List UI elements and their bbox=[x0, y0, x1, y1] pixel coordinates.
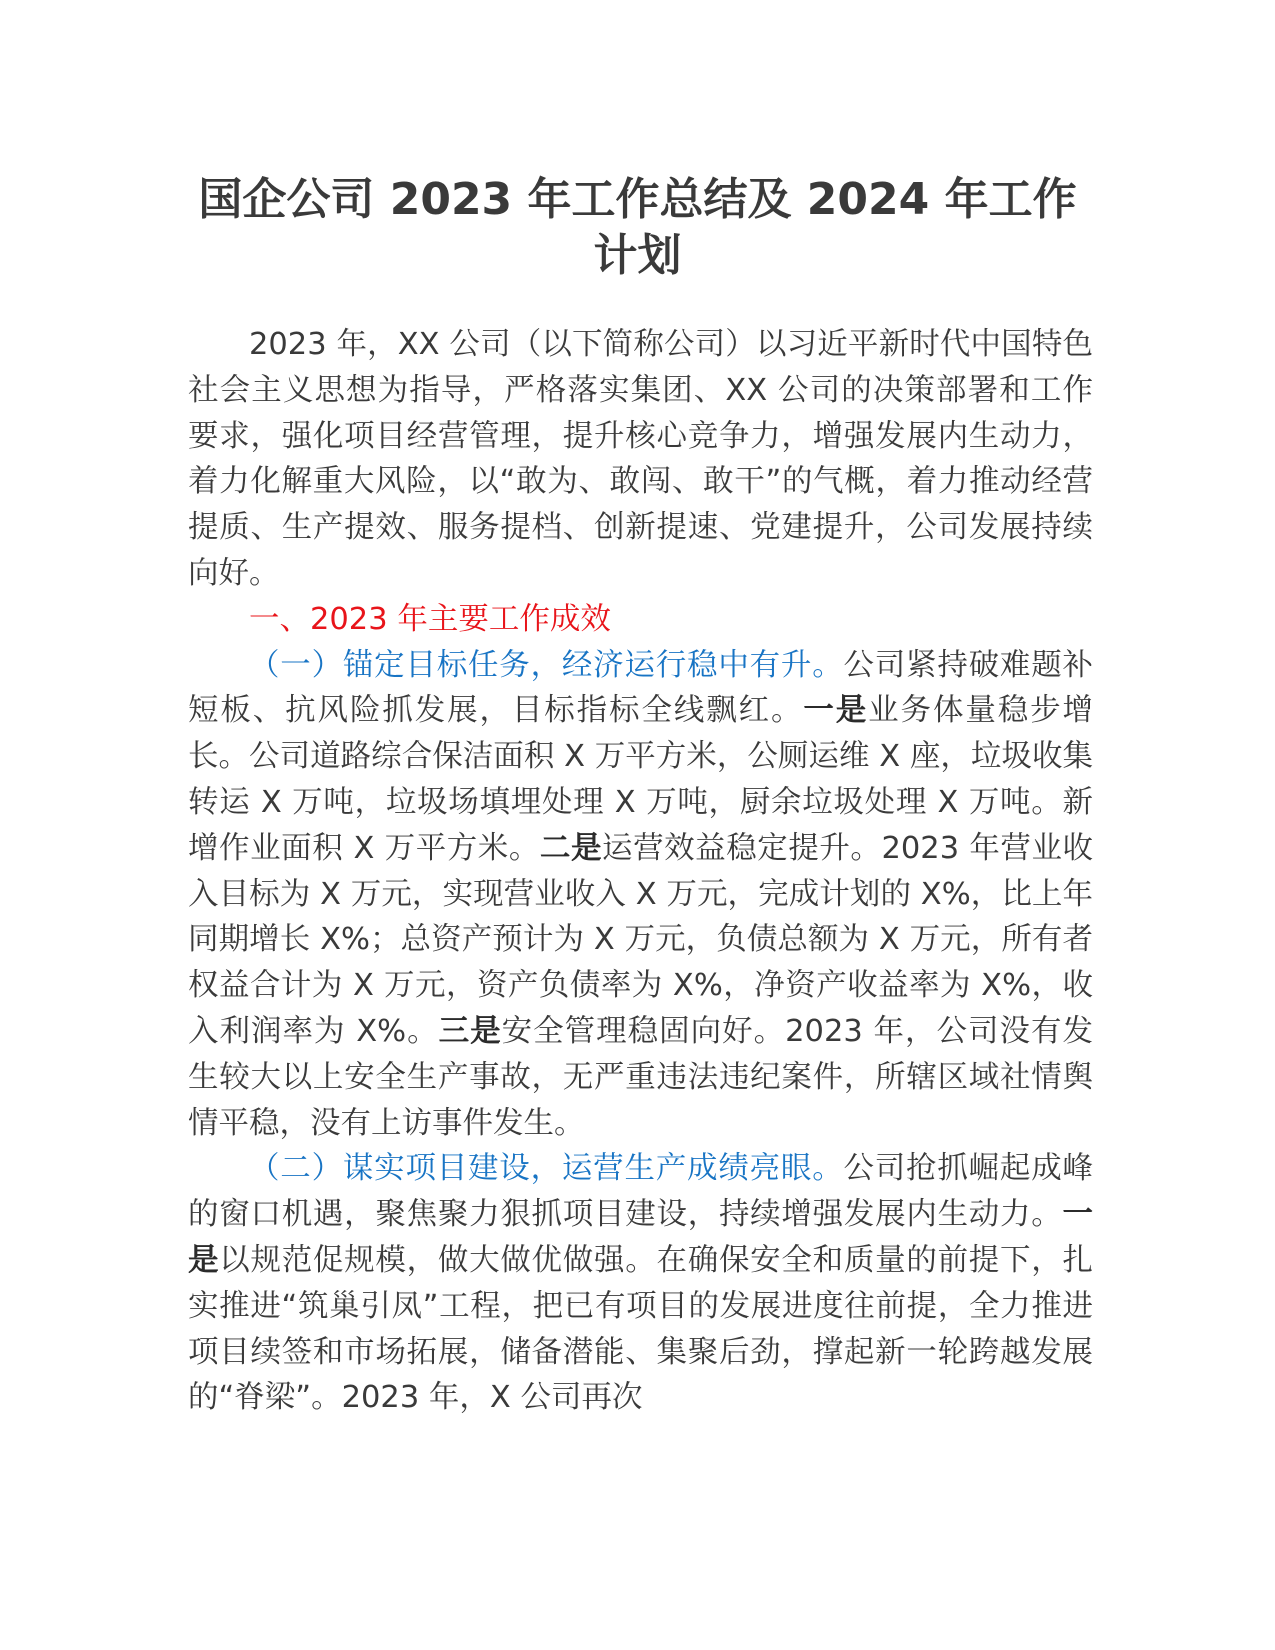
subsection-2-heading: （二）谋实项目建设，运营生产成绩亮眼。 bbox=[249, 1151, 844, 1187]
title-line-2: 计划 bbox=[593, 230, 682, 281]
sub1-text-b: 业务体量稳步增长。公司道路综合保洁面积 X 万平方米，公厕运维 X 座，垃圾收集转运 X 万吨，垃圾场填埋处理 X 万吨，厨余垃圾处理 X 万吨。新增作业面积 X 万平方米。 bbox=[188, 693, 1094, 866]
sub1-marker-2: 二是 bbox=[539, 830, 603, 866]
sub2-text-b: 以规范促规模，做大做优做强。在确保安全和质量的前提下，扎实推进“筑巢引凤”工程，把已有项目的发展进度往前提，全力推进项目续签和市场拓展，储备潜能、集聚后劲，撑起新一轮跨越发展的“脊梁”。2023 年，X 公司再次 bbox=[188, 1242, 1094, 1416]
intro-paragraph: 2023 年，XX 公司（以下简称公司）以习近平新时代中国特色社会主义思想为指导，严格落实集团、XX 公司的决策部署和工作要求，强化项目经营管理，提升核心竞争力，增强发展内生动力，着力化解重大风险，以“敢为、敢闯、敢干”的气概，着力推动经营提质、生产提效、服务提档、创新提速、党建提升，公司发展持续向好。 bbox=[188, 327, 1093, 591]
sub1-text-c: 运营效益稳定提升。2023 年营业收入目标为 X 万元，实现营业收入 X 万元，完成计划的 X%，比上年同期增长 X%；总资产预计为 X 万元，负债总额为 X 万元，所有者权益合计为 X 万元，资产负债率为 X%，净资产收益率为 X%，收入利润率为 X%。 bbox=[188, 830, 1093, 1049]
document-body bbox=[188, 322, 1093, 1421]
title-line-1: 国企公司 2023 年工作总结及 2024 年工作 bbox=[198, 174, 1077, 225]
subsection-1-paragraph bbox=[188, 643, 1093, 1147]
section-heading bbox=[188, 597, 1093, 643]
subsection-1-heading: （一）锚定目标任务，经济运行稳中有升。 bbox=[249, 647, 844, 683]
sub2-marker-1: 一是 bbox=[188, 1197, 1093, 1278]
section-1-heading: 一、2023 年主要工作成效 bbox=[249, 601, 611, 637]
sub1-text-a: 公司紧持破难题补短板、抗风险抓发展，目标指标全线飘红。 bbox=[188, 647, 1094, 729]
sub1-marker-1: 一是 bbox=[803, 693, 869, 729]
sub2-text-a: 公司抢抓崛起成峰的窗口机遇，聚焦聚力狠抓项目建设，持续增强发展内生动力。 bbox=[188, 1151, 1094, 1233]
document-title bbox=[175, 172, 1100, 284]
sub1-marker-3: 三是 bbox=[438, 1013, 502, 1049]
sub1-text-d: 安全管理稳固向好。2023 年，公司没有发生较大以上安全生产事故，无严重违法违纪案件，所辖区域社情舆情平稳，没有上访事件发生。 bbox=[188, 1013, 1093, 1141]
subsection-2-paragraph bbox=[188, 1146, 1093, 1421]
